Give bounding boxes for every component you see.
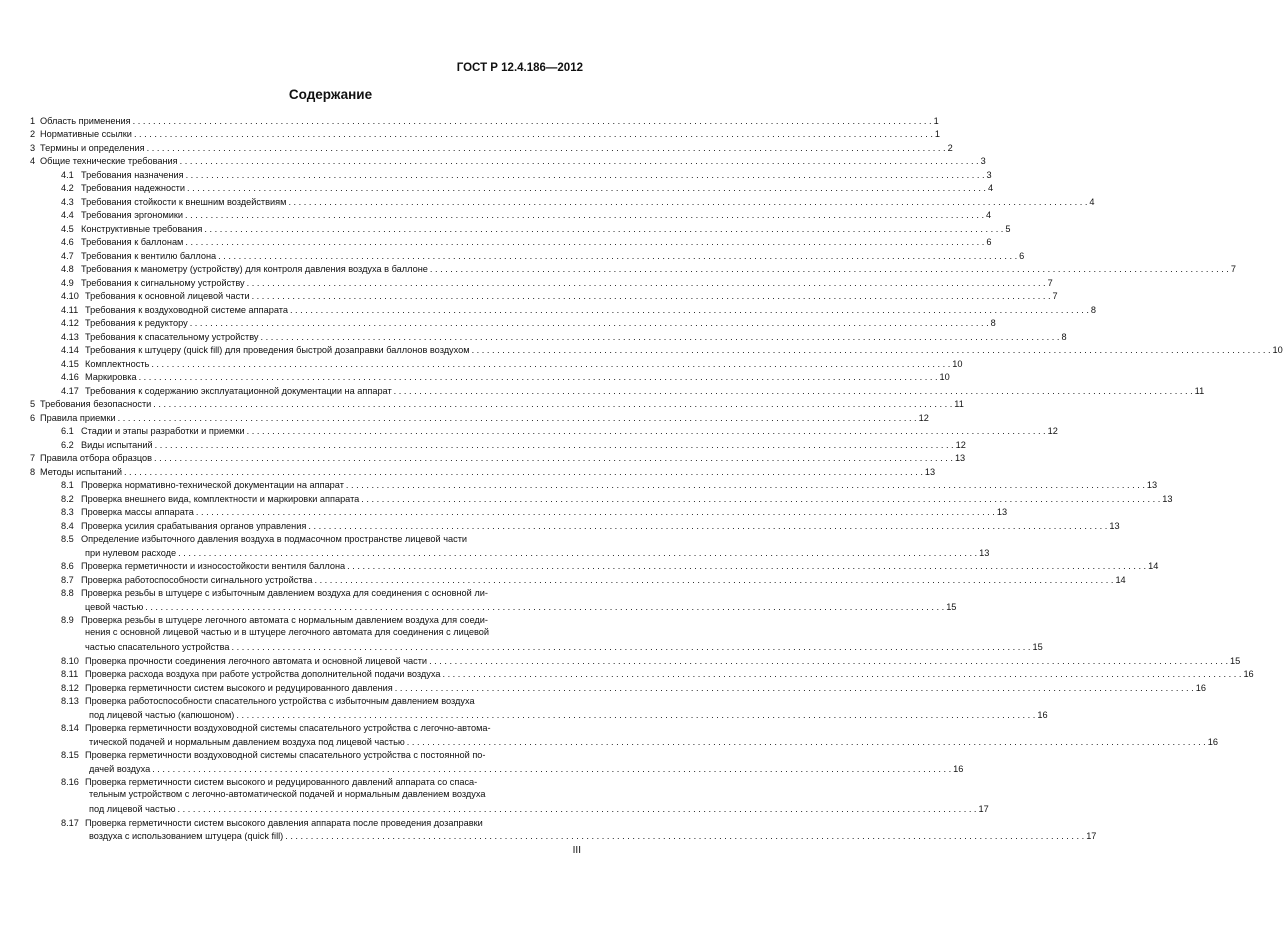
- toc-entry-number: 4.8: [61, 264, 74, 274]
- toc-entry-title: Требования к манометру (устройству) для контроля давления воздуха в баллоне: [81, 264, 428, 274]
- toc-entry: [30, 572, 1126, 586]
- toc-entry-continuation-text: цевой частью: [85, 601, 144, 612]
- toc-entry: [30, 194, 1095, 208]
- toc-entry: [30, 721, 583, 735]
- toc-entry: [30, 248, 1025, 262]
- toc-entry-page: 4: [988, 183, 994, 193]
- toc-entry-number: 8.3: [61, 507, 74, 517]
- toc-entry-number: 6.2: [61, 439, 74, 450]
- toc-entry-number: 4.11: [61, 304, 79, 315]
- toc-entry-title: Методы испытаний: [40, 466, 122, 477]
- toc-entry-title: Правила отбора образцов: [40, 453, 152, 463]
- toc-entry-number: 4.15: [61, 358, 79, 369]
- toc-entry: [30, 410, 929, 424]
- toc-leader-dots: [153, 398, 952, 410]
- toc-entry: [30, 653, 1241, 667]
- toc-entry-page: 13: [1109, 520, 1120, 531]
- toc-entry-continuation-text: под лицевой частью (капюшоном): [89, 709, 235, 720]
- toc-entry-title: Проверка резьбы в штуцере легочного автомата с нормальным давлением воздуха для соеди-: [81, 615, 488, 625]
- toc-entry-number: 8.2: [61, 493, 74, 504]
- toc-entry-number: 4.10: [61, 291, 79, 301]
- toc-entry-title: Определение избыточного давления воздуха в подмасочном пространстве лицевой части: [81, 534, 468, 544]
- toc-entry-number: 4.17: [61, 385, 79, 396]
- toc-entry-page: 16: [1207, 736, 1218, 747]
- toc-leader-dots: [361, 493, 1160, 505]
- toc-entry-number: 8.12: [61, 682, 79, 693]
- toc-entry: [30, 478, 1158, 492]
- toc-entry: [30, 815, 583, 829]
- toc-entry-page: 16: [1195, 682, 1206, 693]
- toc-leader-dots: [145, 601, 944, 613]
- toc-entry-title: Область применения: [40, 115, 131, 126]
- toc-entry-page: 7: [1052, 291, 1058, 301]
- toc-entry-title: Требования стойкости к внешним воздействиям: [81, 196, 287, 207]
- toc-entry-title: Проверка усилия срабатывания органов управления: [81, 520, 307, 531]
- toc-entry-number: 4.6: [61, 237, 74, 247]
- toc-entry-page: 1: [933, 115, 939, 126]
- toc-entry-number: 4.9: [61, 277, 74, 288]
- toc-leader-dots: [442, 668, 1241, 680]
- toc-entry: [30, 140, 953, 154]
- toc-leader-dots: [260, 331, 1059, 343]
- toc-entry-continuation: [30, 829, 1097, 843]
- toc-entry: [30, 343, 1283, 357]
- toc-entry: [30, 586, 583, 600]
- toc-entry: [30, 451, 966, 465]
- toc-entry: [30, 397, 964, 411]
- toc-entry-number: 8.8: [61, 588, 74, 598]
- toc-entry: [30, 383, 1205, 397]
- toc-entry-number: 3: [30, 142, 36, 153]
- toc-entry-page: 12: [1047, 426, 1058, 436]
- toc-entry-number: 4.7: [61, 250, 74, 261]
- toc-leader-dots: [151, 358, 950, 370]
- toc-entry-title: Проверка резьбы в штуцере с избыточным давлением воздуха для соединения с основной ли-: [81, 588, 488, 598]
- toc-entry-number: 8.17: [61, 817, 79, 828]
- toc-entry-number: 4.2: [61, 183, 74, 193]
- toc-entry: [30, 127, 941, 141]
- toc-entry-page: 6: [1019, 250, 1025, 261]
- toc-entry-continuation: тельным устройством с легочно-автоматической подачей и нормальным давлением воздуха: [89, 789, 486, 799]
- toc-entry-number: 4.1: [61, 169, 74, 180]
- toc-entry: [30, 154, 986, 168]
- toc-leader-dots: [178, 547, 977, 559]
- toc-leader-dots: [196, 506, 995, 518]
- toc-entry-page: 10: [939, 372, 950, 382]
- toc-entry-number: 4.16: [61, 372, 79, 382]
- toc-entry-number: 7: [30, 453, 36, 463]
- toc-entry-continuation: [30, 640, 1043, 654]
- toc-entry: [30, 302, 1097, 316]
- toc-entry-continuation-text: под лицевой частью: [89, 804, 176, 814]
- toc-entry-page: 15: [1230, 655, 1241, 666]
- toc-entry-page: 13: [1146, 480, 1158, 490]
- toc-entry-number: 2: [30, 129, 36, 139]
- toc-entry-title: Правила приемки: [40, 412, 116, 423]
- toc-entry: [30, 775, 583, 789]
- document-header: ГОСТ Р 12.4.186—2012: [456, 62, 583, 74]
- toc-leader-dots: [133, 115, 932, 127]
- toc-entry: [30, 694, 583, 708]
- toc-entry-title: Требования к редуктору: [85, 318, 188, 328]
- toc-entry-page: 16: [1243, 669, 1254, 679]
- toc-entry: [30, 289, 1058, 303]
- toc-entry-page: 15: [946, 601, 957, 612]
- toc-entry-page: 10: [952, 358, 963, 369]
- toc-leader-dots: [186, 169, 985, 181]
- toc-entry-title: Проверка герметичности воздуховодной системы спасательного устройства с постоянной по-: [85, 750, 486, 760]
- toc-entry-page: 7: [1047, 277, 1053, 288]
- toc-entry-number: 4.5: [61, 223, 74, 234]
- toc-entry-title: Требования к сигнальному устройству: [81, 277, 245, 288]
- toc-entry-title: Требования к основной лицевой части: [85, 291, 250, 301]
- toc-entry-number: 8.1: [61, 480, 74, 490]
- toc-leader-dots: [314, 574, 1113, 586]
- table-of-contents: [30, 113, 1283, 842]
- toc-entry: [30, 667, 1254, 681]
- toc-entry: [30, 356, 963, 370]
- toc-leader-dots: [147, 142, 946, 154]
- toc-entry-title: Нормативные ссылки: [40, 129, 132, 139]
- toc-leader-dots: [124, 466, 923, 478]
- toc-entry-page: 13: [1162, 493, 1173, 504]
- toc-entry-title: Требования безопасности: [40, 399, 152, 409]
- toc-entry-number: 1: [30, 115, 36, 126]
- toc-leader-dots: [185, 209, 984, 221]
- toc-entry-title: Требования к воздуховодной системе аппарата: [85, 304, 288, 315]
- toc-entry-number: 4: [30, 156, 36, 166]
- toc-entry-title: Требования к вентилю баллона: [81, 250, 217, 261]
- toc-entry: [30, 424, 1058, 438]
- toc-entry-continuation-text: тической подачей и нормальным давлением воздуха под лицевой частью: [89, 736, 405, 747]
- toc-entry-page: 11: [1194, 385, 1205, 396]
- toc-leader-dots: [152, 763, 951, 775]
- toc-entry-page: 3: [986, 169, 992, 180]
- toc-leader-dots: [236, 709, 1035, 721]
- toc-entry-number: 8.11: [61, 669, 79, 679]
- toc-entry-page: 8: [1090, 304, 1097, 315]
- toc-entry-page: 17: [1086, 831, 1097, 841]
- toc-entry: [30, 181, 994, 195]
- toc-entry-continuation-text: при нулевом расходе: [85, 547, 177, 558]
- toc-leader-dots: [154, 452, 953, 464]
- toc-entry-title: Требования эргономики: [81, 210, 184, 220]
- toc-leader-dots: [187, 182, 986, 194]
- toc-entry-continuation: [30, 599, 957, 613]
- toc-entry-title: Термины и определения: [40, 142, 145, 153]
- toc-entry-title: Общие технические требования: [40, 156, 178, 166]
- toc-entry-number: 5: [30, 399, 36, 409]
- toc-entry: [30, 532, 583, 546]
- toc-leader-dots: [290, 304, 1089, 316]
- toc-leader-dots: [178, 803, 977, 815]
- toc-entry-number: 8.4: [61, 520, 74, 531]
- toc-entry-page: 1: [934, 129, 941, 139]
- toc-entry-page: 14: [1148, 561, 1159, 571]
- toc-entry-number: 6: [30, 412, 36, 423]
- toc-entry-page: 8: [1061, 331, 1067, 342]
- toc-entry-title: Требования к спасательному устройству: [85, 331, 259, 342]
- toc-entry-title: Проверка расхода воздуха при работе устройства дополнительной подачи воздуха: [85, 669, 441, 679]
- page-number: III: [572, 845, 581, 856]
- toc-leader-dots: [190, 317, 989, 329]
- toc-entry-number: 4.14: [61, 345, 79, 355]
- toc-entry-title: Маркировка: [85, 372, 137, 382]
- toc-entry-title: Проверка герметичности систем высокого давления аппарата после проведения дозаправки: [85, 817, 483, 828]
- toc-entry: [30, 370, 950, 384]
- toc-leader-dots: [429, 655, 1228, 667]
- toc-leader-dots: [118, 412, 917, 424]
- page-title: Содержание: [288, 87, 373, 102]
- toc-leader-dots: [247, 425, 1046, 437]
- toc-entry-number: 8: [30, 466, 36, 477]
- toc-entry: [30, 505, 1008, 519]
- toc-leader-dots: [288, 196, 1087, 208]
- toc-entry-page: 12: [955, 439, 966, 450]
- toc-entry-title: Требования назначения: [81, 169, 184, 180]
- toc-entry-title: Проверка герметичности и износостойкости вентиля баллона: [81, 561, 346, 571]
- toc-entry-number: 8.6: [61, 561, 74, 571]
- toc-entry-title: Требования надежности: [81, 183, 186, 193]
- toc-entry-page: 8: [990, 318, 996, 328]
- toc-entry-number: 6.1: [61, 426, 74, 436]
- toc-entry-continuation: [30, 802, 989, 816]
- toc-entry: [30, 329, 1067, 343]
- toc-entry: [30, 235, 992, 249]
- toc-entry: [30, 113, 939, 127]
- toc-entry-page: 11: [954, 399, 964, 409]
- toc-entry-page: 3: [980, 156, 986, 166]
- toc-leader-dots: [407, 736, 1206, 748]
- toc-entry-title: Проверка нормативно-технической документации на аппарат: [81, 480, 344, 490]
- toc-entry-title: Конструктивные требования: [81, 223, 203, 234]
- toc-entry: [30, 262, 1236, 276]
- toc-entry-number: 8.16: [61, 777, 79, 787]
- toc-entry: [30, 316, 996, 330]
- toc-entry: [30, 613, 583, 627]
- toc-entry-page: 12: [918, 412, 929, 423]
- toc-leader-dots: [472, 344, 1271, 356]
- toc-entry-continuation: [30, 734, 1218, 748]
- toc-entry-title: Проверка герметичности систем высокого и редуцированного давления: [85, 682, 393, 693]
- toc-entry-page: 13: [979, 547, 990, 558]
- toc-entry-number: 4.13: [61, 331, 79, 342]
- toc-entry: [30, 221, 1011, 235]
- toc-entry-continuation: [30, 707, 1048, 721]
- toc-entry-number: 8.7: [61, 574, 74, 585]
- toc-entry: [30, 559, 1159, 573]
- toc-entry-page: 7: [1230, 264, 1236, 274]
- toc-entry: [30, 167, 992, 181]
- toc-entry-page: 5: [1005, 223, 1011, 234]
- toc-entry-continuation: нения с основной лицевой частью и в штуцере легочного автомата для соединения с лицевой: [85, 627, 489, 637]
- toc-entry: [30, 680, 1206, 694]
- toc-entry-page: 16: [953, 763, 964, 774]
- toc-leader-dots: [185, 236, 984, 248]
- toc-entry-continuation-text: дачей воздуха: [89, 763, 151, 774]
- toc-entry-number: 8.14: [61, 723, 79, 733]
- toc-leader-dots: [155, 439, 954, 451]
- toc-entry-number: 8.15: [61, 750, 79, 760]
- toc-entry-title: Виды испытаний: [81, 439, 153, 450]
- toc-entry-page: 14: [1115, 574, 1126, 585]
- toc-leader-dots: [430, 263, 1229, 275]
- toc-entry: [30, 275, 1053, 289]
- toc-entry: [30, 437, 966, 451]
- toc-entry: [30, 748, 583, 762]
- toc-entry-number: 8.9: [61, 615, 74, 625]
- toc-entry-page: 13: [954, 453, 966, 463]
- toc-entry-title: Комплектность: [85, 358, 150, 369]
- toc-entry-title: Проверка работоспособности спасательного устройства с избыточным давлением воздуха: [85, 696, 475, 706]
- toc-entry-title: Проверка массы аппарата: [81, 507, 194, 517]
- toc-entry: [30, 208, 992, 222]
- toc-entry-page: 6: [986, 237, 992, 247]
- toc-entry-page: 13: [996, 507, 1008, 517]
- toc-entry-title: Проверка герметичности систем высокого и редуцированного давлений аппарата со спаса-: [85, 777, 478, 787]
- toc-entry-title: Проверка работоспособности сигнального устройства: [81, 574, 313, 585]
- toc-leader-dots: [347, 560, 1146, 572]
- toc-entry-page: 4: [1089, 196, 1095, 207]
- toc-entry: [30, 464, 936, 478]
- toc-leader-dots: [394, 385, 1193, 397]
- toc-entry-number: 4.3: [61, 196, 74, 207]
- toc-entry-title: Требования к штуцеру (quick fill) для проведения быстрой дозаправки баллонов воздухом: [85, 345, 470, 355]
- toc-entry-continuation: [30, 761, 964, 775]
- toc-entry-number: 4.12: [61, 318, 79, 328]
- toc-entry-page: 15: [1032, 642, 1043, 652]
- toc-entry-page: 10: [1272, 345, 1283, 355]
- toc-entry-page: 4: [986, 210, 992, 220]
- toc-leader-dots: [308, 520, 1107, 532]
- toc-leader-dots: [139, 371, 938, 383]
- toc-leader-dots: [252, 290, 1051, 302]
- toc-entry-page: 2: [947, 142, 953, 153]
- toc-entry-title: Стадии и этапы разработки и приемки: [81, 426, 245, 436]
- toc-leader-dots: [247, 277, 1046, 289]
- toc-entry-number: 8.10: [61, 655, 79, 666]
- toc-leader-dots: [204, 223, 1003, 235]
- toc-entry: [30, 518, 1120, 532]
- toc-entry-page: 13: [924, 466, 936, 477]
- toc-leader-dots: [180, 155, 979, 167]
- toc-entry-page: 16: [1037, 709, 1048, 720]
- toc-leader-dots: [232, 641, 1031, 653]
- toc-entry-title: Проверка прочности соединения легочного автомата и основной лицевой части: [85, 655, 428, 666]
- toc-leader-dots: [218, 250, 1017, 262]
- toc-entry-title: Проверка внешнего вида, комплектности и маркировки аппарата: [81, 493, 360, 504]
- toc-entry-title: Требования к содержанию эксплуатационной документации на аппарат: [85, 385, 392, 396]
- toc-entry: [30, 491, 1173, 505]
- toc-leader-dots: [346, 479, 1145, 491]
- toc-entry-page: 17: [978, 804, 989, 814]
- toc-entry-title: Требования к баллонам: [81, 237, 184, 247]
- toc-entry-number: 8.5: [61, 534, 74, 544]
- toc-entry-title: Проверка герметичности воздуховодной системы спасательного устройства с легочно-автома-: [85, 723, 491, 733]
- toc-leader-dots: [395, 682, 1194, 694]
- toc-entry-number: 8.13: [61, 696, 79, 706]
- toc-entry-number: 4.4: [61, 210, 74, 220]
- toc-entry-continuation-text: воздуха с использованием штуцера (quick fill): [89, 831, 284, 841]
- toc-leader-dots: [134, 128, 933, 140]
- toc-leader-dots: [285, 830, 1084, 842]
- toc-entry-continuation-text: частью спасательного устройства: [85, 642, 230, 652]
- toc-entry-continuation: [30, 545, 990, 559]
